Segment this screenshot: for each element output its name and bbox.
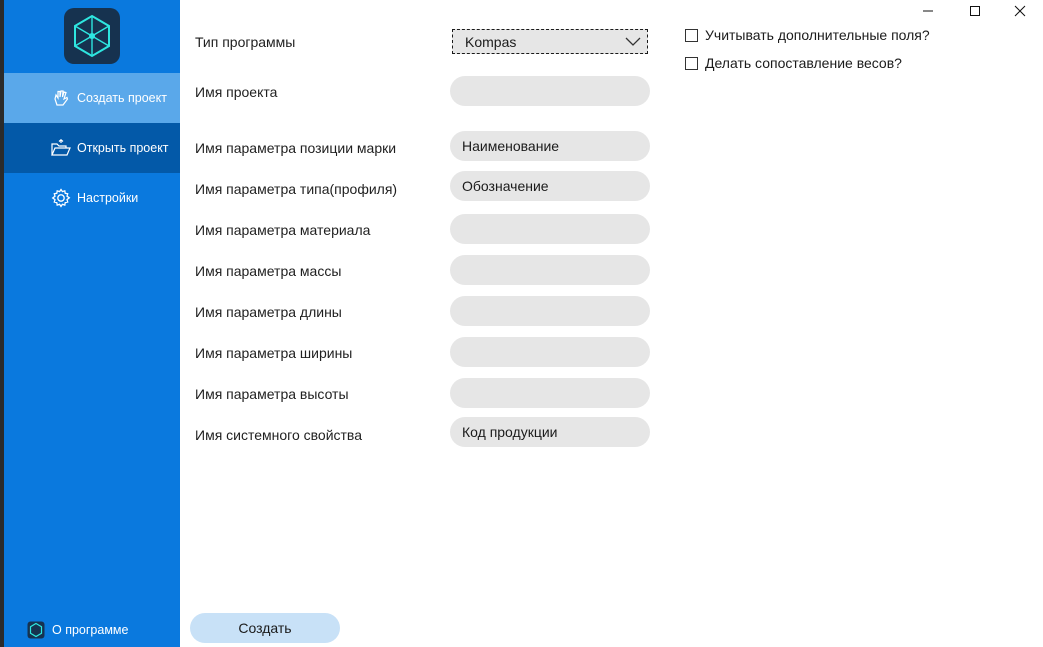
- weight-matching-checkbox[interactable]: [685, 55, 902, 71]
- sidebar-item-create-project[interactable]: [4, 73, 180, 123]
- app-logo-icon: [64, 8, 120, 64]
- mass-param-input[interactable]: [450, 255, 650, 285]
- height-param-label: Имя параметра высоты: [195, 386, 349, 402]
- extra-fields-checkbox[interactable]: [685, 27, 930, 43]
- extra-fields-label: Учитывать дополнительные поля?: [705, 27, 930, 43]
- project-name-label: Имя проекта: [195, 84, 278, 100]
- width-param-input[interactable]: [450, 337, 650, 367]
- type-profile-param-label: Имя параметра типа(профиля): [195, 181, 398, 197]
- create-button[interactable]: Создать: [190, 613, 340, 643]
- system-property-label: Имя системного свойства: [195, 427, 363, 443]
- width-param-label: Имя параметра ширины: [195, 345, 353, 361]
- program-type-label: Тип программы: [195, 34, 296, 50]
- mark-position-param-label: Имя параметра позиции марки: [195, 140, 397, 156]
- app-logo-small-icon: [26, 620, 46, 640]
- about-label: О программе: [52, 623, 129, 637]
- gear-icon: [50, 187, 72, 209]
- hand-icon: [50, 87, 72, 109]
- maximize-icon[interactable]: [952, 0, 998, 22]
- height-param-input[interactable]: [450, 378, 650, 408]
- about-link[interactable]: [26, 618, 128, 642]
- type-profile-param-input[interactable]: [450, 171, 650, 201]
- length-param-input[interactable]: [450, 296, 650, 326]
- system-property-input[interactable]: [450, 417, 650, 447]
- checkbox-box[interactable]: [685, 29, 698, 42]
- material-param-input[interactable]: [450, 214, 650, 244]
- weight-matching-label: Делать сопоставление весов?: [705, 55, 902, 71]
- sidebar-item-label: Настройки: [77, 191, 139, 205]
- sidebar-item-open-project[interactable]: [4, 123, 180, 173]
- sidebar: [4, 0, 180, 647]
- close-icon[interactable]: [997, 0, 1043, 22]
- program-type-value: Kompas: [465, 33, 517, 50]
- program-type-select[interactable]: [452, 29, 648, 54]
- sidebar-item-settings[interactable]: [4, 173, 180, 223]
- chevron-down-icon: [625, 34, 641, 50]
- minimize-icon[interactable]: [905, 0, 951, 22]
- sidebar-item-label: Открыть проект: [77, 141, 169, 155]
- checkbox-box[interactable]: [685, 57, 698, 70]
- mark-position-param-input[interactable]: [450, 131, 650, 161]
- material-param-label: Имя параметра материала: [195, 222, 371, 238]
- length-param-label: Имя параметра длины: [195, 304, 342, 320]
- project-name-input[interactable]: [450, 76, 650, 106]
- folder-open-icon: [50, 137, 72, 159]
- sidebar-item-label: Создать проект: [77, 91, 167, 105]
- mass-param-label: Имя параметра массы: [195, 263, 342, 279]
